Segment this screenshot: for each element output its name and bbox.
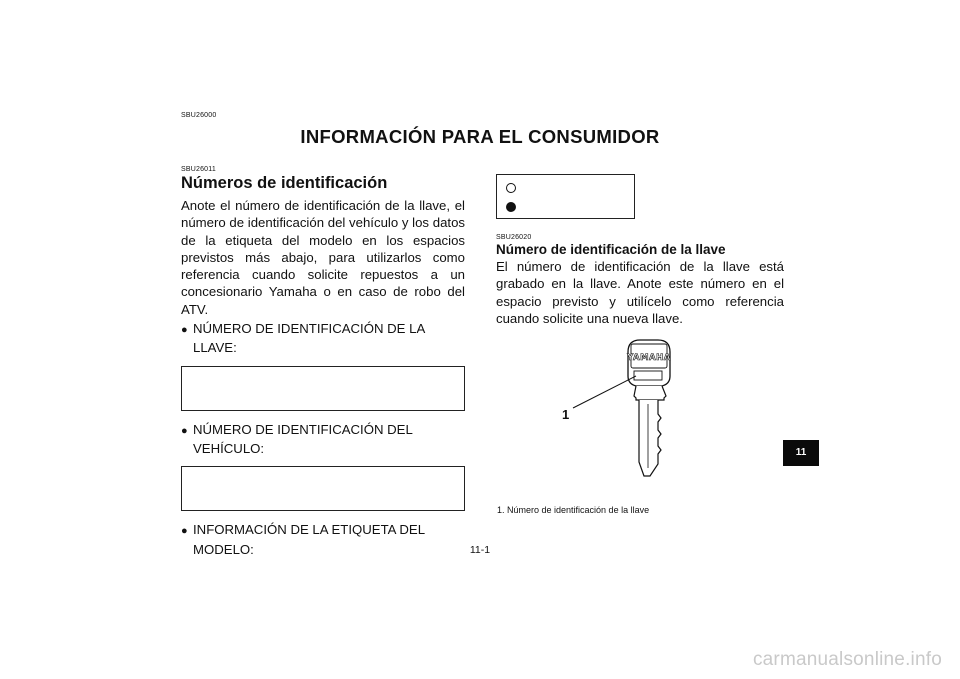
left-column — [181, 166, 465, 558]
key-id-plate — [634, 371, 662, 380]
key-shoulder — [634, 386, 666, 400]
bullet-vehicle-number: ● NÚMERO DE IDENTIFICACIÓN DEL VEHÍCULO: — [181, 421, 413, 456]
bullet-model-label: ● INFORMACIÓN DE LA ETIQUETA DEL MODELO: — [181, 522, 425, 557]
watermark-text: carmanualsonline.info — [752, 649, 942, 670]
right-section-code: SBU26020 — [496, 234, 532, 241]
figure-caption: 1. Número de identificación de la llave — [497, 505, 650, 515]
left-paragraph: Anote el número de identificación de la llave, el número de identificación del vehículo y los datos de la etiqueta del modelo en los espacios previstos más abajo, para utilizarlos como referencia cuando solicite repuestos a un concesionario Yamaha o en caso de robo del ATV. — [181, 198, 465, 317]
key-number-entry-box — [181, 366, 465, 411]
chapter-tab: 11 — [783, 440, 819, 466]
page-title: INFORMACIÓN PARA EL CONSUMIDOR — [300, 126, 660, 147]
vehicle-number-entry-box — [181, 466, 465, 511]
callout-leader-line — [573, 376, 636, 408]
right-paragraph: El número de identificación de la llave está grabado en la llave. Anote este número en el espacio previsto y utilícelo como referencia cuando solicite una nueva llave. — [496, 259, 784, 326]
callout-number: 1 — [562, 407, 570, 422]
bullet-dot-icon: ● — [181, 525, 188, 538]
left-section-code: SBU26011 — [181, 166, 216, 173]
bullet-dot-icon: ● — [181, 424, 188, 437]
bullet-dot-icon: ● — [181, 324, 188, 337]
key-record-box — [496, 174, 635, 219]
section-code: SBU26000 — [181, 112, 217, 119]
key-brand-text: YAMAHA — [627, 353, 671, 363]
bullet-key-number: ● NÚMERO DE IDENTIFICACIÓN DE LA LLAVE: — [181, 321, 425, 356]
page-number: 11-1 — [469, 544, 491, 556]
right-column — [496, 234, 784, 327]
filled-circle-icon — [506, 202, 516, 212]
right-section-title: Número de identificación de la llave — [496, 242, 726, 257]
left-section-title: Números de identificación — [181, 174, 388, 192]
key-blade — [639, 400, 661, 476]
key-illustration — [540, 330, 740, 490]
empty-circle-icon — [506, 183, 516, 193]
